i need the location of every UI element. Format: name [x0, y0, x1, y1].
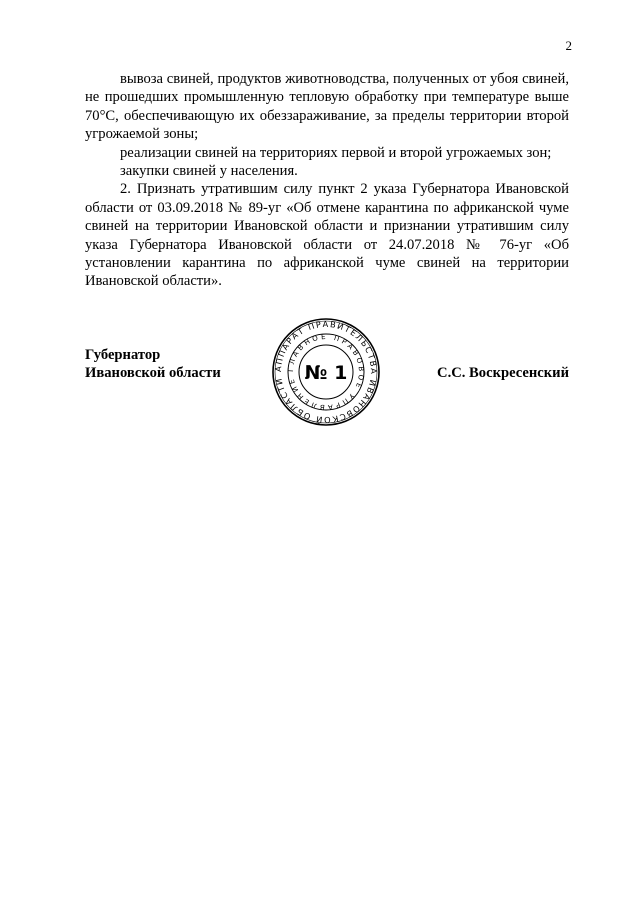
- stamp-number: № 1: [304, 362, 348, 384]
- page-number: 2: [565, 38, 572, 53]
- stamp-outer-text: АППАРАТ ПРАВИТЕЛЬСТВА ИВАНОВСКОЙ ОБЛАСТИ: [272, 318, 380, 426]
- stamp-inner-text: ГЛАВНОЕ ПРАВОВОЕ УПРАВЛЕНИЕ: [286, 332, 366, 412]
- official-stamp: [272, 318, 380, 426]
- paragraph: 2. Признать утратившим силу пункт 2 указа Губернатора Ивановской области от 03.09.2018 № 89-уг «Об отмене карантина по африканской чуме свиней на территории Ивановской области и признании утратившим силу указа Губернатора Ивановской области от 24.07.2018 № 76-уг «Об установлении карантина по африканской чуме свиней на территории Ивановской области».: [85, 181, 569, 290]
- paragraph: реализации свиней на территориях первой и второй угрожаемых зон;: [120, 144, 552, 161]
- paragraph: закупки свиней у населения.: [120, 163, 298, 180]
- paragraph: вывоза свиней, продуктов животноводства, полученных от убоя свиней, не прошедших промышленную тепловую обработку при температуре выше 70°С, обеспечивающую их обеззараживание, за пределы территории второй угрожаемой зоны;: [85, 71, 569, 143]
- signatory-region: Ивановской области: [85, 365, 221, 382]
- signatory-position: [85, 346, 221, 383]
- signatory-title: Губернатор: [85, 347, 161, 363]
- document-body: [85, 70, 569, 291]
- signatory-name: С.С. Воскресенский: [437, 365, 569, 381]
